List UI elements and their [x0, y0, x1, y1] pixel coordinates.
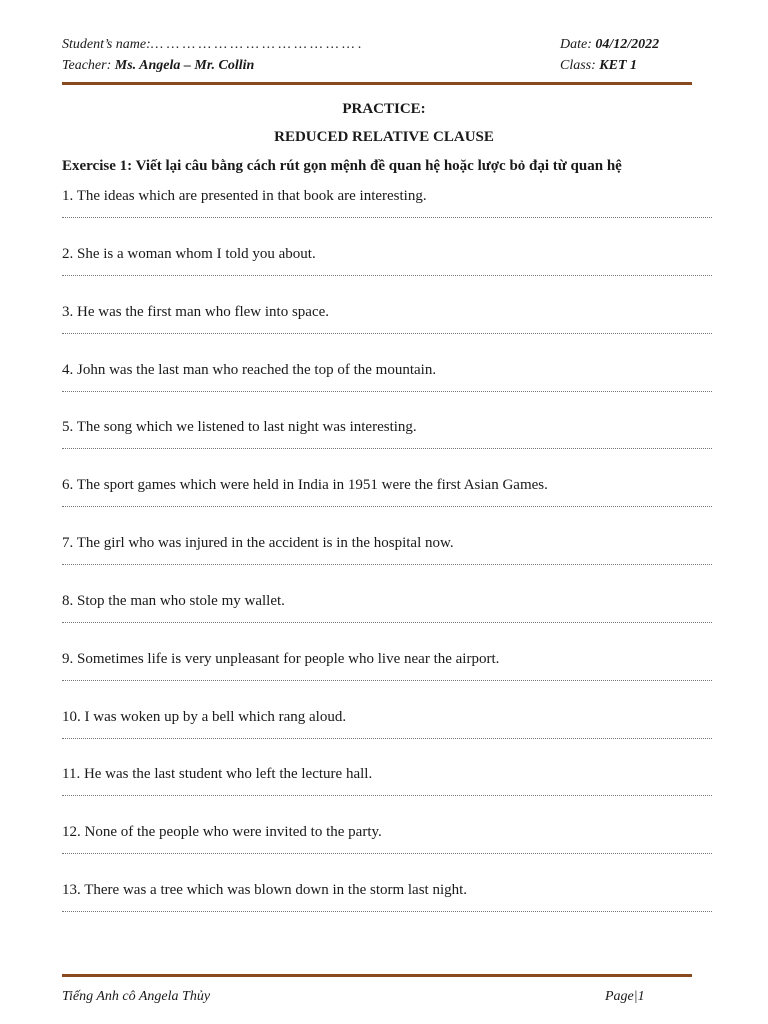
date-line — [560, 36, 659, 54]
teacher-value: Ms. Angela – Mr. Collin — [114, 58, 255, 73]
answer-line[interactable] — [62, 275, 712, 276]
question-item — [62, 765, 712, 796]
question-text: 4. John was the last man who reached the top of the mountain. — [62, 362, 437, 378]
footer-rule — [62, 974, 692, 977]
student-name-line — [62, 36, 362, 54]
question-item — [62, 881, 712, 912]
question-item — [62, 476, 712, 507]
class-label: Class: — [560, 58, 596, 73]
answer-line[interactable] — [62, 738, 712, 739]
question-text: 2. She is a woman whom I told you about. — [62, 246, 316, 262]
date-value: 04/12/2022 — [595, 37, 660, 52]
date-label: Date: — [560, 37, 592, 52]
question-text: 11. He was the last student who left the lecture hall. — [62, 766, 373, 782]
answer-line[interactable] — [62, 448, 712, 449]
teacher-label: Teacher: — [62, 58, 112, 73]
question-text: 6. The sport games which were held in India in 1951 were the first Asian Games. — [62, 477, 548, 493]
question-text: 10. I was woken up by a bell which rang aloud. — [62, 709, 347, 725]
page-number: Page|1 — [605, 989, 645, 1004]
teacher-line — [62, 57, 254, 75]
question-item — [62, 361, 712, 392]
answer-line[interactable] — [62, 391, 712, 392]
question-item — [62, 708, 712, 739]
question-item — [62, 592, 712, 623]
answer-line[interactable] — [62, 853, 712, 854]
page-footer — [62, 988, 662, 1006]
question-text: 12. None of the people who were invited to the party. — [62, 824, 382, 840]
question-item — [62, 303, 712, 334]
question-item — [62, 534, 712, 565]
answer-line[interactable] — [62, 564, 712, 565]
student-name-blank: … … … … … … … … … … … … … . — [150, 37, 362, 52]
question-item — [62, 823, 712, 854]
answer-line[interactable] — [62, 680, 712, 681]
question-text: 5. The song which we listened to last night was interesting. — [62, 419, 417, 435]
answer-line[interactable] — [62, 333, 712, 334]
answer-line[interactable] — [62, 217, 712, 218]
header-rule — [62, 82, 692, 85]
worksheet-header — [62, 36, 692, 84]
class-value: KET 1 — [599, 58, 638, 73]
student-name-label: Student’s name: — [62, 37, 151, 52]
class-line — [560, 57, 637, 75]
page-subtitle: REDUCED RELATIVE CLAUSE — [274, 129, 494, 145]
question-text: 1. The ideas which are presented in that book are interesting. — [62, 188, 427, 204]
question-text: 3. He was the first man who flew into space. — [62, 304, 330, 320]
question-text: 8. Stop the man who stole my wallet. — [62, 593, 285, 609]
question-item — [62, 418, 712, 449]
question-text: 7. The girl who was injured in the accident is in the hospital now. — [62, 535, 454, 551]
footer-author: Tiếng Anh cô Angela Thủy — [62, 989, 211, 1004]
question-item — [62, 245, 712, 276]
question-text: 9. Sometimes life is very unpleasant for people who live near the airport. — [62, 651, 500, 667]
question-item — [62, 187, 712, 218]
answer-line[interactable] — [62, 622, 712, 623]
exercise-instruction: Exercise 1: Viết lại câu bằng cách rút gọn mệnh đề quan hệ hoặc lược bỏ đại từ quan hệ — [62, 158, 622, 174]
answer-line[interactable] — [62, 911, 712, 912]
question-text: 13. There was a tree which was blown down in the storm last night. — [62, 882, 468, 898]
page-title: PRACTICE: — [342, 101, 426, 117]
answer-line[interactable] — [62, 506, 712, 507]
question-item — [62, 650, 712, 681]
answer-line[interactable] — [62, 795, 712, 796]
